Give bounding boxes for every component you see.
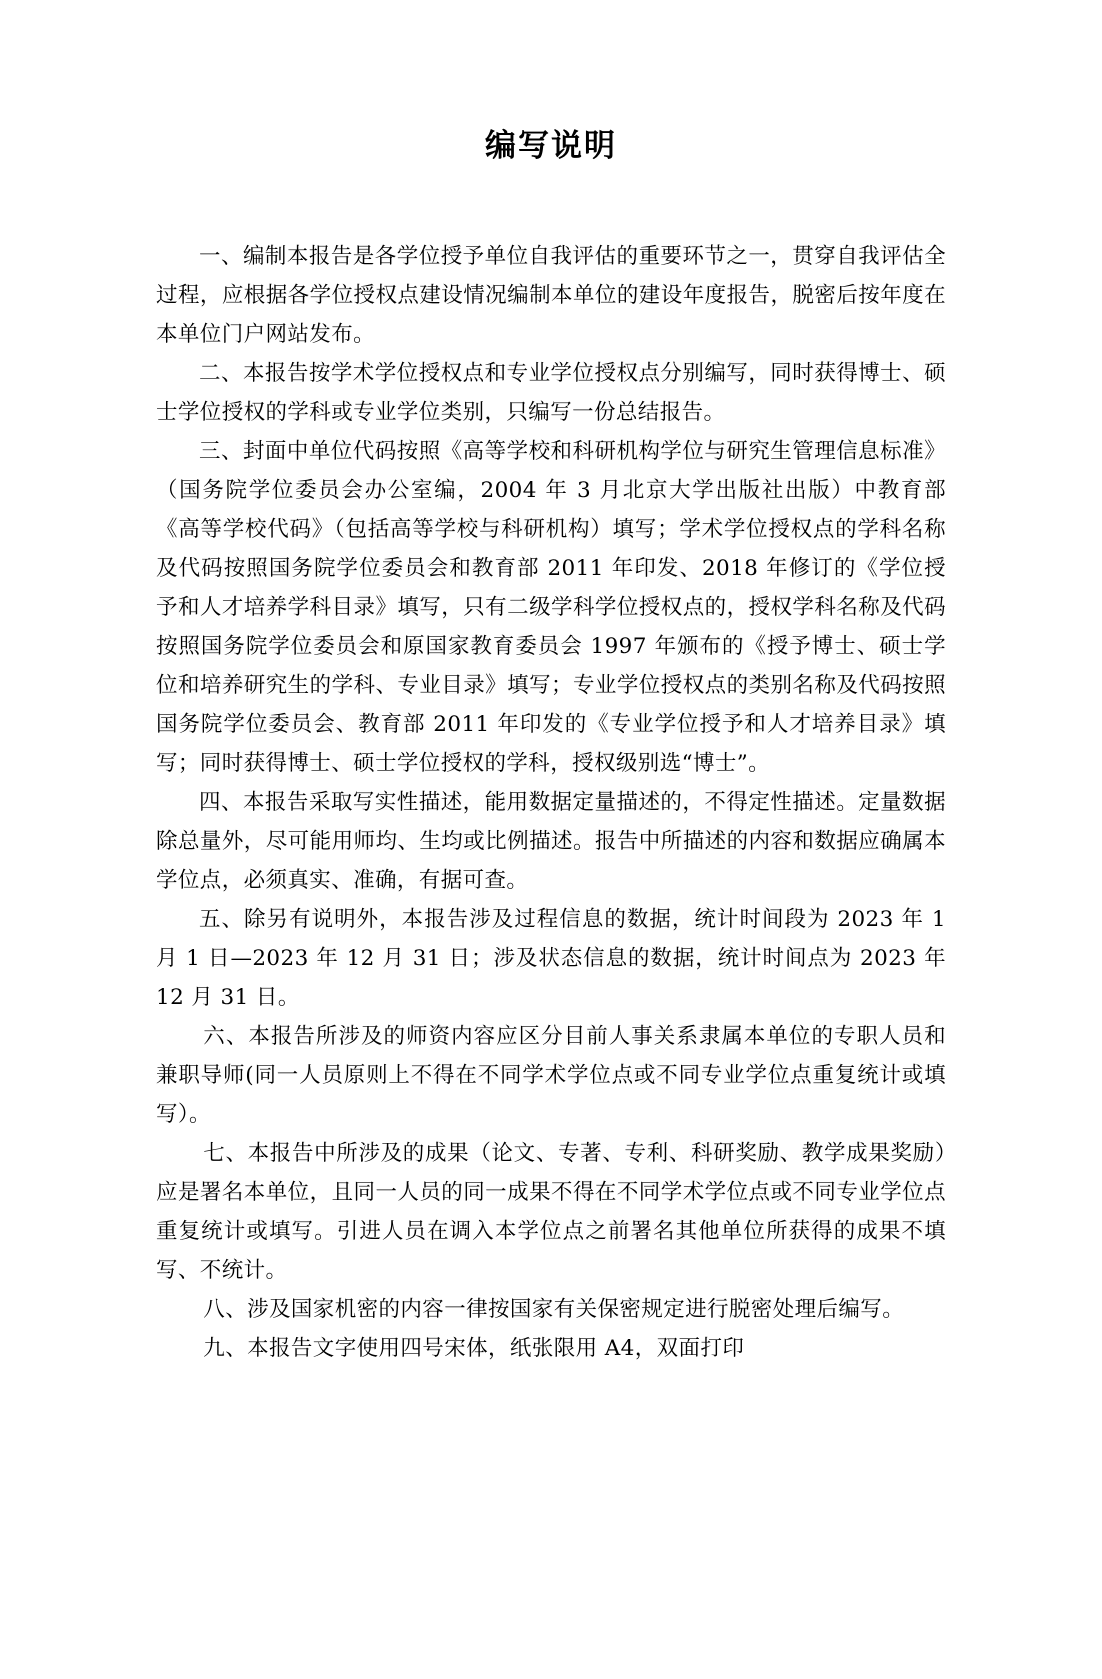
document-page: [0, 120, 1102, 1679]
paragraph-9: 九、本报告文字使用四号宋体，纸张限用 A4，双面打印: [203, 1336, 745, 1361]
paragraph-3: 三、封面中单位代码按照《高等学校和科研机构学位与研究生管理信息标准》（国务院学位委员会办公室编，2004 年 3 月北京大学出版社出版）中教育部《高等学校代码》（包括高等学校与科研机构）填写；学术学位授权点的学科名称及代码按照国务院学位委员会和教育部 2011 年印发、2018 年修订的《学位授予和人才培养学科目录》填写，只有二级学科学位授权点的，授权学科名称及代码按照国务院学位委员会和原国家教育委员会 1997 年颁布的《授予博士、硕士学位和培养研究生的学科、专业目录》填写；专业学位授权点的类别名称及代码按照国务院学位委员会、教育部 2011 年印发的《专业学位授予和人才培养目录》填写；同时获得博士、硕士学位授权的学科，授权级别选“博士”。: [156, 439, 946, 776]
document-body: [156, 165, 946, 1368]
paragraph-2: 二、本报告按学术学位授权点和专业学位授权点分别编写，同时获得博士、硕士学位授权的学科或专业学位类别，只编写一份总结报告。: [156, 361, 946, 425]
paragraph-4: 四、本报告采取写实性描述，能用数据定量描述的，不得定性描述。定量数据除总量外，尽可能用师均、生均或比例描述。报告中所描述的内容和数据应确属本学位点，必须真实、准确，有据可查。: [156, 790, 946, 893]
paragraph-6: 六、本报告所涉及的师资内容应区分目前人事关系隶属本单位的专职人员和兼职导师(同一人员原则上不得在不同学术学位点或不同专业学位点重复统计或填写）。: [156, 1024, 946, 1127]
paragraph-1: 一、编制本报告是各学位授予单位自我评估的重要环节之一，贯穿自我评估全过程，应根据各学位授权点建设情况编制本单位的建设年度报告，脱密后按年度在本单位门户网站发布。: [156, 244, 946, 347]
page-title: 编写说明: [485, 128, 617, 164]
paragraph-7: 七、本报告中所涉及的成果（论文、专著、专利、科研奖励、教学成果奖励）应是署名本单位，且同一人员的同一成果不得在不同学术学位点或不同专业学位点重复统计或填写。引进人员在调入本学位点之前署名其他单位所获得的成果不填写、不统计。: [156, 1141, 946, 1283]
paragraph-5: 五、除另有说明外，本报告涉及过程信息的数据，统计时间段为 2023 年 1 月 1 日—2023 年 12 月 31 日；涉及状态信息的数据，统计时间点为 2023 年 12 月 31 日。: [156, 907, 946, 1010]
paragraph-8: 八、涉及国家机密的内容一律按国家有关保密规定进行脱密处理后编写。: [203, 1297, 905, 1322]
